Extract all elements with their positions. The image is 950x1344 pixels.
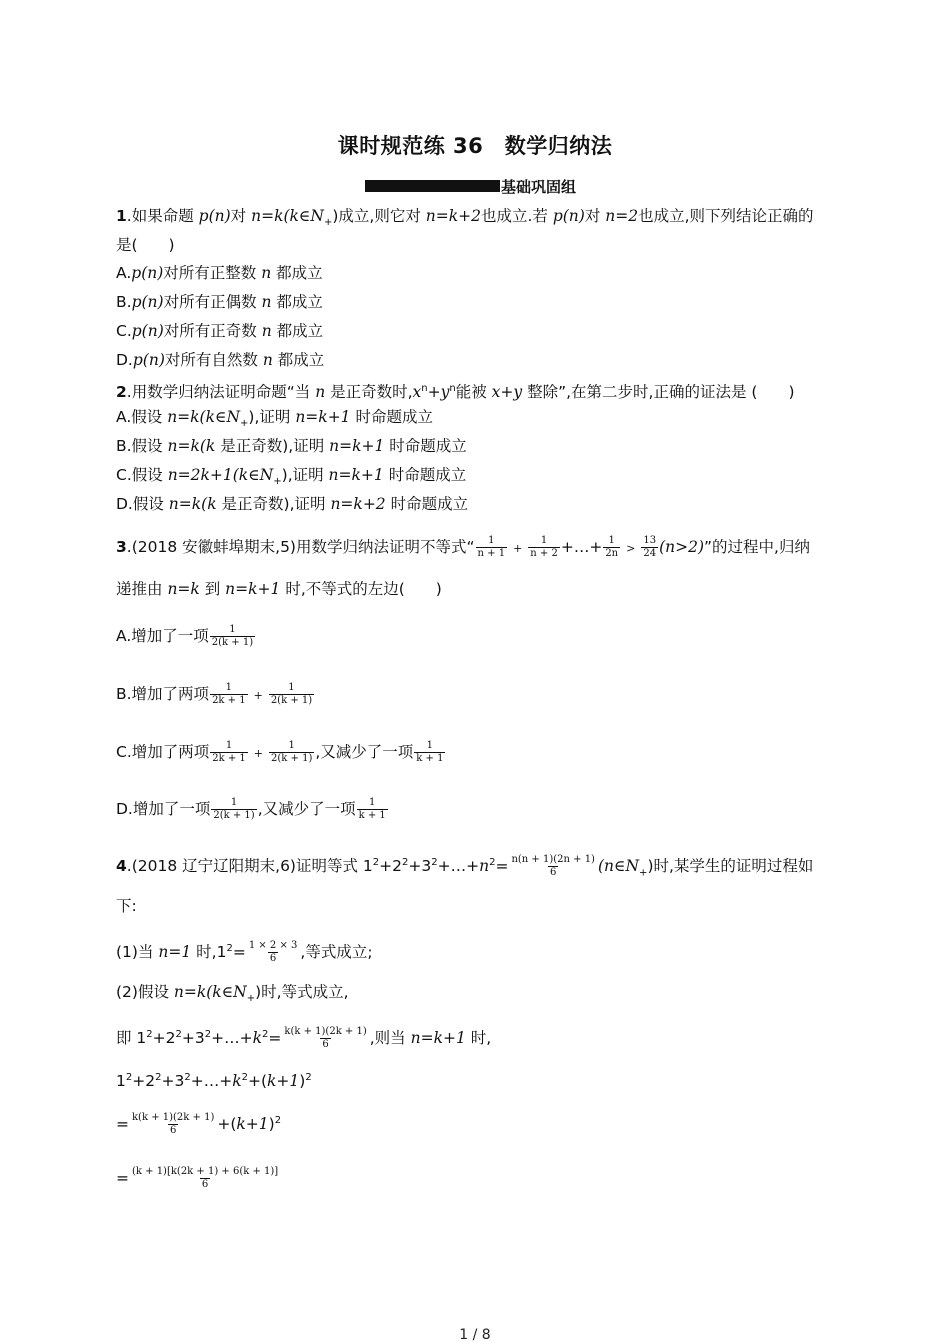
fraction: $\frac{1}{k + 1}$ bbox=[416, 740, 444, 764]
q4-step1: (1)当 n=1 时$,1^2=$ $\frac{1 \times 2 \times 3}{6}$ ,等式成立; bbox=[116, 940, 373, 965]
q4-step5: = $\frac{k(k + 1)(2k + 1)}{6}$ $+(k+1)^2$ bbox=[116, 1112, 282, 1137]
q3-stem: 3.(2018 安徽蚌埠期末,5)用数学归纳法证明不等式“ $\frac{1}{n + 1}$ + $\frac{1}{n + 2}$ +…+ $\frac{1}{2n}$ > $\frac{13}{24}$ (n>2)”的过程中,归纳 bbox=[116, 535, 810, 559]
fraction: $\frac{k(k + 1)(2k + 1)}{6}$ bbox=[284, 1026, 367, 1051]
page-title: 课时规范练 36 数学归纳法 bbox=[337, 134, 613, 158]
section-bar bbox=[365, 180, 500, 192]
fraction: $\frac{(k + 1)[k(2k + 1) + 6(k + 1)]}{6}$ bbox=[132, 1166, 279, 1190]
q2-option-b: B.假设 n=k(k 是正奇数),证明 n=k+1 时命题成立 bbox=[116, 437, 467, 455]
q4-stem-line2: 下: bbox=[116, 897, 137, 915]
fraction: $\frac{1}{2(k + 1)}$ bbox=[270, 682, 313, 706]
q3-stem-line2: 递推由 n=k 到 n=k+1 时,不等式的左边( ) bbox=[116, 580, 442, 598]
q3-option-c: C.增加了两项 $\frac{1}{2k + 1}$ + $\frac{1}{2(k + 1)}$ ,又减少了一项 $\frac{1}{k + 1}$ bbox=[116, 740, 444, 764]
fraction: $\frac{1}{2k + 1}$ bbox=[212, 682, 246, 706]
fraction: $\frac{n(n + 1)(2n + 1)}{6}$ bbox=[511, 854, 595, 879]
fraction: $\frac{1}{n + 1}$ bbox=[477, 535, 506, 559]
q1-stem-line2: 是( ) bbox=[116, 236, 175, 254]
fraction: $\frac{1}{n + 2}$ bbox=[530, 535, 558, 559]
q1-option-c: C.p(n)对所有正奇数 n 都成立 bbox=[116, 322, 324, 340]
q2-option-c: C.假设 $n=2k+1(k\in N_+)$,证明 n=k+1 时命题成立 bbox=[116, 466, 467, 488]
fraction: $\frac{k(k + 1)(2k + 1)}{6}$ bbox=[132, 1112, 215, 1137]
fraction: $\frac{1 \times 2 \times 3}{6}$ bbox=[248, 940, 298, 965]
q3-option-d: D.增加了一项 $\frac{1}{2(k + 1)}$ ,又减少了一项 $\frac{1}{k + 1}$ bbox=[116, 797, 386, 821]
q4-step4: $1^2+2^2+3^2+\dots+k^2+(k+1)^2$ bbox=[116, 1072, 312, 1091]
q1-option-d: D.p(n)对所有自然数 n 都成立 bbox=[116, 351, 325, 369]
q4-step6: = $\frac{(k + 1)[k(2k + 1) + 6(k + 1)]}{6}$ bbox=[116, 1166, 279, 1190]
fraction: $\frac{1}{k + 1}$ bbox=[358, 797, 386, 821]
fraction: $\frac{1}{2(k + 1)}$ bbox=[271, 740, 313, 764]
q4-stem: 4.(2018 辽宁辽阳期末,6)证明等式 $1^2+2^2+3^2+\dots+n^2=$ $\frac{n(n + 1)(2n + 1)}{6}$ $(n\in N_+)$时,某学生的证明过程如 bbox=[116, 854, 814, 879]
section-label: 基础巩固组 bbox=[501, 177, 577, 196]
q1-stem: 1.如果命题 p(n)对 $n=k(k\in N_+)$成立,则它对 n=k+2也成立.若 p(n)对 n=2也成立,则下列结论正确的 bbox=[116, 207, 814, 229]
q2-option-a: A.假设 $n=k(k\in N_+)$,证明 n=k+1 时命题成立 bbox=[116, 408, 433, 430]
q1-option-a: A.p(n)对所有正整数 n 都成立 bbox=[116, 264, 323, 282]
fraction: $\frac{13}{24}$ bbox=[643, 535, 657, 559]
q3-option-b: B.增加了两项 $\frac{1}{2k + 1}$ + $\frac{1}{2(k + 1)}$ bbox=[116, 682, 313, 706]
fraction: $\frac{1}{2k + 1}$ bbox=[212, 740, 246, 764]
q2-stem: 2.用数学归纳法证明命题“当 n 是正奇数时$,x^n+y^n$能被 x+y 整除”,在第二步时,正确的证法是 ( ) bbox=[116, 383, 795, 402]
fraction: $\frac{1}{2(k + 1)}$ bbox=[211, 624, 254, 648]
q3-option-a: A.增加了一项 $\frac{1}{2(k + 1)}$ bbox=[116, 624, 254, 648]
section-header bbox=[365, 176, 576, 196]
fraction: $\frac{1}{2(k + 1)}$ bbox=[213, 797, 255, 821]
q1-option-b: B.p(n)对所有正偶数 n 都成立 bbox=[116, 293, 323, 311]
page-number: 1 / 8 bbox=[459, 1327, 491, 1343]
fraction: $\frac{1}{2n}$ bbox=[605, 535, 619, 559]
q4-step3: 即 $1^2+2^2+3^2+\dots+k^2=$ $\frac{k(k + 1)(2k + 1)}{6}$ ,则当 n=k+1 时, bbox=[116, 1026, 492, 1051]
q2-option-d: D.假设 n=k(k 是正奇数),证明 n=k+2 时命题成立 bbox=[116, 495, 469, 513]
q4-step2: (2)假设 $n=k(k\in N_+)$时,等式成立, bbox=[116, 983, 349, 1005]
